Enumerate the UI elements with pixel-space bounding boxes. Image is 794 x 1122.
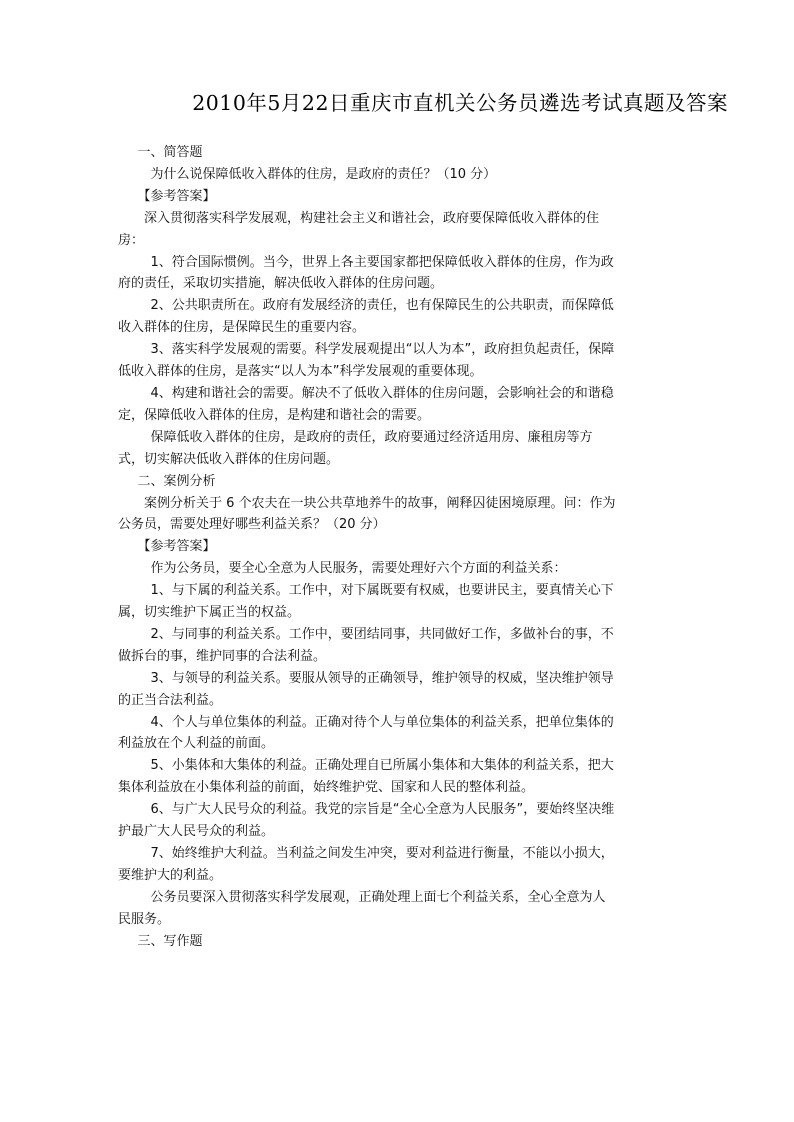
answer-paragraph: 5、小集体和大集体的利益。正确处理自已所属小集体和大集体的利益关系，把大集体利益放在小集体利益的前面，始终维护党、国家和人民的整体利益。 [118, 758, 614, 796]
document-body [118, 142, 616, 953]
answer-paragraph: 深入贯彻落实科学发展观，构建社会主义和谐社会，政府要保障低收入群体的住房： [118, 210, 600, 248]
answer-paragraph: 6、与广大人民号众的利益。我党的宗旨是“全心全意为人民服务”，要始终坚决维护最广大人民号众的利益。 [118, 802, 615, 840]
answer-paragraph: 3、落实科学发展观的需要。科学发展观提出“以人为本”，政府担负起责任，保障低收入群体的住房，是落实“以人为本”科学发展观的重要体现。 [118, 342, 615, 380]
answer-paragraph: 7、始终维护大利益。当利益之间发生冲突，要对利益进行衡量，不能以小损大，要维护大的利益。 [118, 846, 614, 883]
answer-paragraph: 1、与下属的利益关系。工作中，对下属既要有权威，也要讲民主，要真情关心下属，切实维护下属正当的权益。 [118, 583, 614, 621]
answer-label: 【参考答案】 [137, 539, 216, 555]
answer-paragraph: 2、与同事的利益关系。工作中，要团结同事，共同做好工作，多做补台的事，不做拆台的事，维护同事的合法利益。 [118, 626, 614, 664]
answer-paragraph: 公务员要深入贯彻落实科学发展观，正确处理上面七个利益关系，全心全意为人民服务。 [118, 889, 606, 927]
answer-paragraph: 4、构建和谐社会的需要。解决不了低收入群体的住房问题，会影响社会的和谐稳定，保障低收入群体的住房，是构建和谐社会的需要。 [118, 385, 614, 423]
answer-paragraph: 3、与领导的利益关系。要服从领导的正确领导，维护领导的权威，坚决维护领导的正当合法利益。 [118, 670, 614, 708]
section-heading: 二、案例分析 [137, 473, 216, 489]
answer-paragraph: 保障低收入群体的住房，是政府的责任，政府要通过经济适用房、廉租房等方式，切实解决低收入群体的住房问题。 [118, 429, 593, 467]
section-heading: 三、写作题 [137, 933, 203, 949]
answer-paragraph: 作为公务员，要全心全意为人民服务，需要处理好六个方面的利益关系： [150, 561, 567, 577]
question-text: 案例分析关于 6 个农夫在一块公共草地养牛的故事，阐释囚徒困境原理。问：作为公务员，需要处理好哪些利益关系？（20 分） [118, 495, 616, 533]
document-title: 2010年5月22日重庆市直机关公务员遴选考试真题及答案 [192, 91, 728, 115]
answer-paragraph: 2、公共职责所在。政府有发展经济的责任，也有保障民生的公共职责，而保障低收入群体的住房，是保障民生的重要内容。 [118, 298, 614, 336]
section-heading: 一、简答题 [137, 145, 203, 160]
answer-label: 【参考答案】 [137, 188, 216, 204]
answer-paragraph: 1、符合国际惯例。当今，世界上各主要国家都把保障低收入群体的住房，作为政府的责任，采取切实措施，解决低收入群体的住房问题。 [118, 254, 614, 292]
answer-paragraph: 4、个人与单位集体的利益。正确对待个人与单位集体的利益关系，把单位集体的利益放在个人利益的前面。 [118, 714, 614, 752]
question-text: 为什么说保障低收入群体的住房，是政府的责任？（10 分） [150, 166, 497, 182]
